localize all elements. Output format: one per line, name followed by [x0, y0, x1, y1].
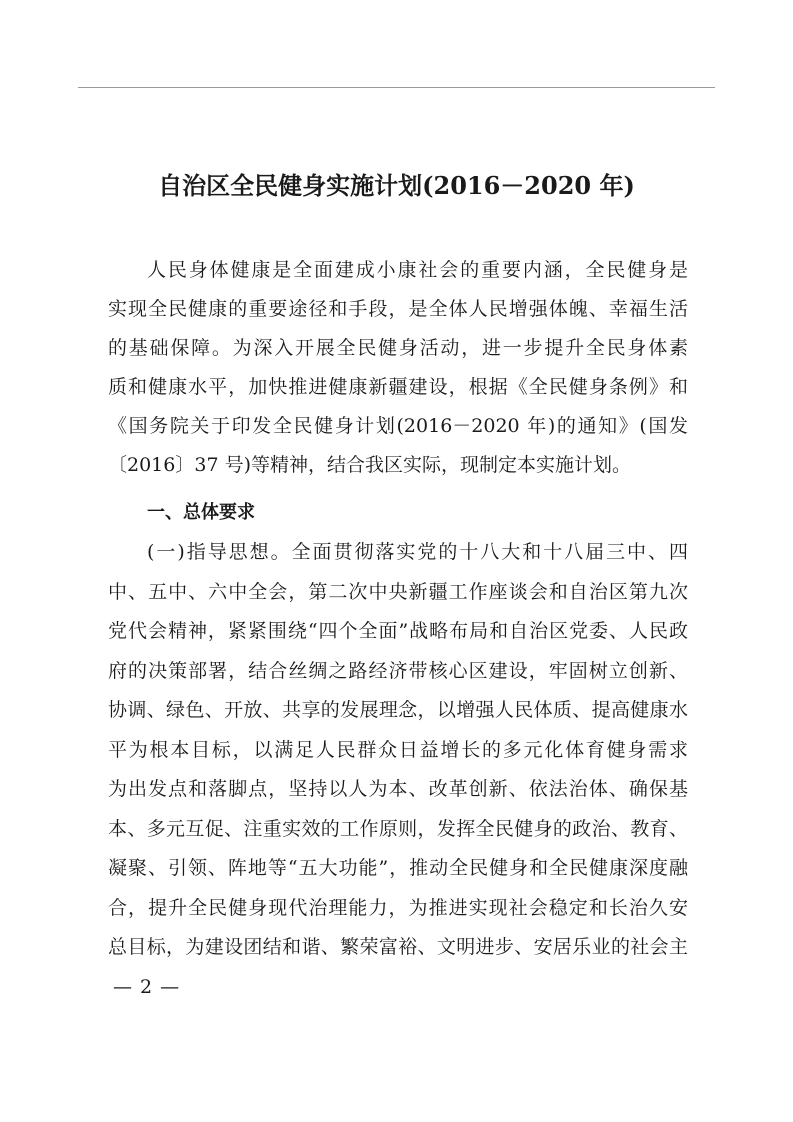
section-paragraph-line: 为出发点和落脚点，坚持以人为本、改革创新、依法治体、确保基: [108, 778, 688, 800]
intro-paragraph-line: 《国务院关于印发全民健身计划(2016－2020 年)的通知》(国发: [108, 415, 688, 437]
document-title: 自治区全民健身实施计划(2016－2020 年): [158, 171, 635, 200]
intro-paragraph-line: 的基础保障。为深入开展全民健身活动，进一步提升全民身体素: [108, 337, 688, 359]
section-paragraph-line: (一)指导思想。全面贯彻落实党的十八大和十八届三中、四: [147, 541, 688, 563]
section-paragraph-line: 府的决策部署，结合丝绸之路经济带核心区建设，牢固树立创新、: [108, 660, 688, 682]
section-paragraph-line: 党代会精神，紧紧围绕“四个全面”战略布局和自治区党委、人民政: [108, 620, 688, 642]
section-paragraph-line: 平为根本目标，以满足人民群众日益增长的多元化体育健身需求: [108, 739, 688, 761]
section-paragraph-line: 合，提升全民健身现代治理能力，为推进实现社会稳定和长治久安: [108, 897, 688, 919]
page-number: — 2 —: [113, 976, 181, 998]
section-paragraph-line: 中、五中、六中全会，第二次中央新疆工作座谈会和自治区第九次: [108, 581, 688, 603]
section-paragraph-line: 协调、绿色、开放、共享的发展理念，以增强人民体质、提高健康水: [108, 699, 688, 721]
intro-paragraph-line: 质和健康水平，加快推进健康新疆建设，根据《全民健身条例》和: [108, 376, 688, 398]
section-heading: 一、总体要求: [147, 502, 255, 523]
section-paragraph-line: 凝聚、引领、阵地等“五大功能”，推动全民健身和全民健康深度融: [108, 857, 688, 879]
intro-paragraph-line: 人民身体健康是全面建成小康社会的重要内涵，全民健身是: [147, 259, 688, 281]
section-paragraph-line: 总目标，为建设团结和谐、繁荣富裕、文明进步、安居乐业的社会主: [108, 936, 688, 958]
intro-paragraph-line: 〔2016〕37 号)等精神，结合我区实际，现制定本实施计划。: [108, 454, 631, 476]
intro-paragraph-line: 实现全民健康的重要途径和手段，是全体人民增强体魄、幸福生活: [108, 298, 688, 320]
header-rule: [78, 87, 715, 88]
section-paragraph-line: 本、多元互促、注重实效的工作原则，发挥全民健身的政治、教育、: [108, 818, 688, 840]
